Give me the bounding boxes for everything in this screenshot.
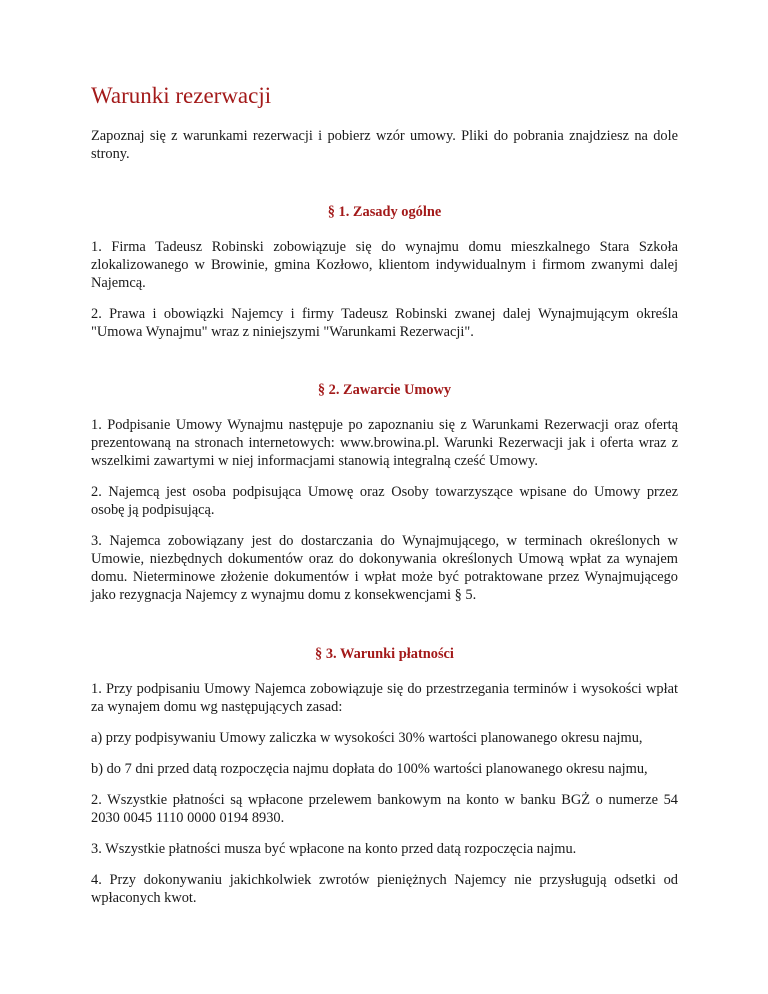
section-paragraph: 1. Przy podpisaniu Umowy Najemca zobowiązuje się do przestrzegania terminów i wysokości wpłat za wynajem domu wg następujących zasad: [91,681,678,715]
section-paragraph: 3. Wszystkie płatności musza być wpłacone na konto przed datą rozpoczęcia najmu. [91,841,577,857]
section-paragraph: 2. Wszystkie płatności są wpłacone przelewem bankowym na konto w banku BGŻ o numerze 54 2030 0045 1110 0000 0194 8930. [91,792,678,826]
section-heading: § 3. Warunki płatności [315,646,454,662]
section-heading: § 1. Zasady ogólne [327,204,442,220]
section-paragraph: 2. Prawa i obowiązki Najemcy i firmy Tadeusz Robinski zwanej dalej Wynajmującym określa "Umowa Wynajmu" wraz z niniejszymi "Warunkami Rezerwacji". [91,306,678,340]
section-general-rules [91,203,678,341]
section-paragraph: 3. Najemca zobowiązany jest do dostarczania do Wynajmującego, w terminach określonych w Umowie, niezbędnych dokumentów oraz do dokonywania określonych Umową wpłat za wynajem domu. Nieterminowe złożenie dokumentów i wpłat może być potraktowane przez Wynajmującego jako rezygnacja Najemcy z wynajmu domu z konsekwencjami § 5. [91,533,678,603]
intro-paragraph: Zapoznaj się z warunkami rezerwacji i pobierz wzór umowy. Pliki do pobrania znajdziesz na dole strony. [91,128,678,162]
section-paragraph: 1. Firma Tadeusz Robinski zobowiązuje się do wynajmu domu mieszkalnego Stara Szkoła zlokalizowanego w Browinie, gmina Kozłowo, klientom indywidualnym i firmom zwanymi dalej Najemcą. [91,239,678,291]
section-paragraph: a) przy podpisywaniu Umowy zaliczka w wysokości 30% wartości planowanego okresu najmu, [91,730,643,746]
section-heading: § 2. Zawarcie Umowy [317,382,452,398]
section-payment-terms [91,645,678,907]
section-paragraph: 1. Podpisanie Umowy Wynajmu następuje po zapoznaniu się z Warunkami Rezerwacji oraz ofertą prezentowaną na stronach internetowych: www.browina.pl. Warunki Rezerwacji jak i oferta wraz z wszelkimi zawartymi w niej informacjami stanowią integralną cześć Umowy. [91,417,678,469]
section-paragraph: 4. Przy dokonywaniu jakichkolwiek zwrotów pieniężnych Najemcy nie przysługują odsetki od wpłaconych kwot. [91,872,678,906]
section-contract [91,381,678,604]
section-paragraph: b) do 7 dni przed datą rozpoczęcia najmu dopłata do 100% wartości planowanego okresu najmu, [91,761,648,777]
page-title: Warunki rezerwacji [91,83,272,108]
section-paragraph: 2. Najemcą jest osoba podpisująca Umowę oraz Osoby towarzyszące wpisane do Umowy przez osobę ją podpisującą. [91,484,678,518]
